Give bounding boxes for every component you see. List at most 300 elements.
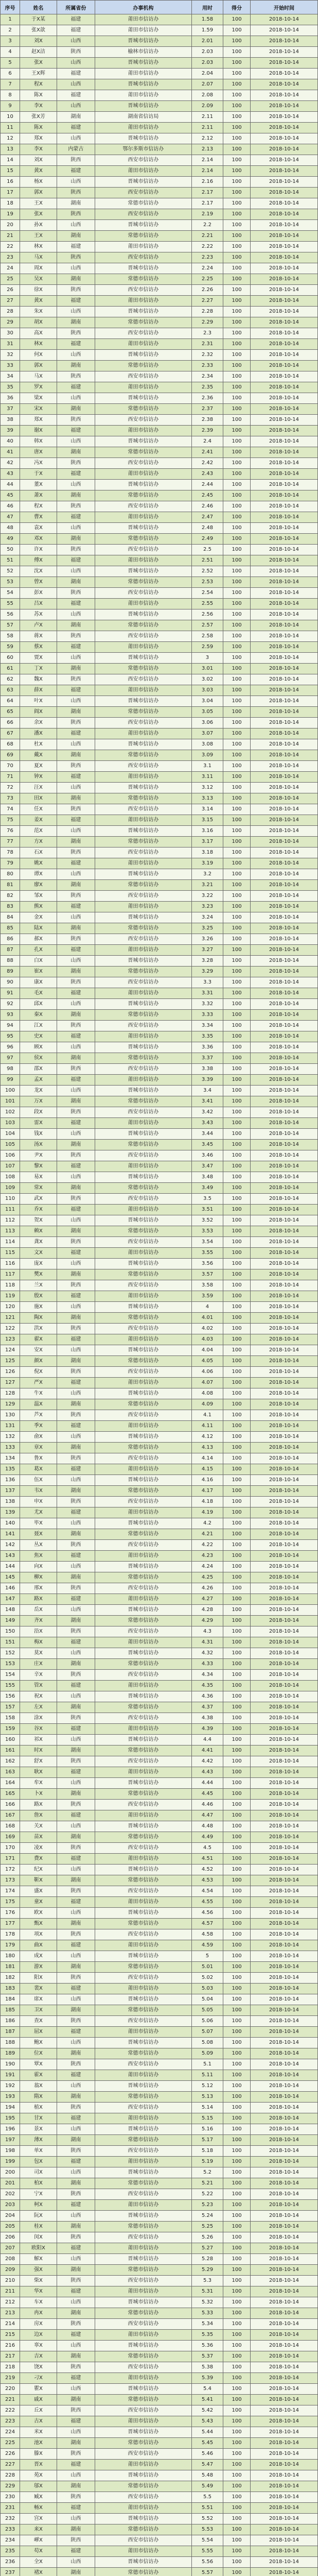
- table-row: [1, 1973, 318, 1984]
- cell-time: 4.45: [191, 1789, 223, 1800]
- cell-name: 姜X: [20, 815, 57, 826]
- cell-province: 湖南: [57, 1356, 95, 1367]
- table-row: [1, 750, 318, 761]
- cell-province: 山西: [57, 1821, 95, 1832]
- cell-index: 46: [1, 501, 20, 512]
- cell-score: 100: [223, 2265, 251, 2276]
- cell-index: 144: [1, 1562, 20, 1572]
- cell-agency: 晋城市信访办: [95, 1129, 191, 1140]
- cell-index: 234: [1, 2535, 20, 2546]
- cell-province: 山西: [57, 956, 95, 967]
- cell-name: 古X: [20, 2416, 57, 2427]
- cell-time: 4.23: [191, 1551, 223, 1562]
- cell-agency: 晋城市信访办: [95, 1475, 191, 1486]
- table-row: [1, 1562, 318, 1572]
- table-row: [1, 2362, 318, 2373]
- cell-province: 福建: [57, 166, 95, 177]
- cell-name: 位X: [20, 2048, 57, 2059]
- cell-score: 100: [223, 934, 251, 945]
- cell-score: 100: [223, 2254, 251, 2265]
- cell-start: 2018-10-14: [250, 848, 317, 858]
- cell-start: 2018-10-14: [250, 123, 317, 133]
- cell-time: 2.28: [191, 307, 223, 317]
- cell-agency: 常德市信访办: [95, 793, 191, 804]
- cell-province: 山西: [57, 177, 95, 188]
- cell-time: 3: [191, 653, 223, 664]
- cell-start: 2018-10-14: [250, 1194, 317, 1205]
- cell-score: 100: [223, 1453, 251, 1464]
- cell-index: 133: [1, 1443, 20, 1453]
- cell-start: 2018-10-14: [250, 1919, 317, 1929]
- cell-time: 2.51: [191, 555, 223, 566]
- cell-index: 120: [1, 1302, 20, 1313]
- cell-name: 罗X: [20, 382, 57, 393]
- cell-index: 192: [1, 2081, 20, 2092]
- cell-time: 4.25: [191, 1572, 223, 1583]
- cell-start: 2018-10-14: [250, 447, 317, 458]
- table-row: [1, 967, 318, 977]
- cell-province: 湖南: [57, 1616, 95, 1626]
- table-row: [1, 166, 318, 177]
- cell-index: 86: [1, 934, 20, 945]
- table-row: [1, 1064, 318, 1075]
- cell-province: 湖南: [57, 2092, 95, 2103]
- cell-score: 100: [223, 1443, 251, 1453]
- cell-agency: 晋城市信访办: [95, 2341, 191, 2351]
- cell-agency: 西安市信访办: [95, 155, 191, 166]
- cell-name: 闵X: [20, 2232, 57, 2243]
- cell-agency: 湖南省信访局: [95, 112, 191, 123]
- cell-province: 湖南: [57, 2048, 95, 2059]
- cell-time: 3.44: [191, 1129, 223, 1140]
- cell-time: 2.43: [191, 469, 223, 480]
- cell-index: 21: [1, 231, 20, 242]
- cell-province: 福建: [57, 1118, 95, 1129]
- cell-score: 100: [223, 393, 251, 404]
- cell-start: 2018-10-14: [250, 653, 317, 664]
- cell-score: 100: [223, 2524, 251, 2535]
- table-row: [1, 1713, 318, 1724]
- cell-index: 4: [1, 47, 20, 58]
- cell-name: 景X: [20, 2124, 57, 2135]
- cell-time: 3.49: [191, 1183, 223, 1194]
- cell-index: 14: [1, 155, 20, 166]
- table-row: [1, 1486, 318, 1497]
- cell-start: 2018-10-14: [250, 2059, 317, 2070]
- table-row: [1, 772, 318, 783]
- cell-province: 山西: [57, 1735, 95, 1745]
- cell-index: 158: [1, 1713, 20, 1724]
- cell-index: 103: [1, 1118, 20, 1129]
- table-row: [1, 1302, 318, 1313]
- cell-index: 18: [1, 198, 20, 209]
- cell-index: 181: [1, 1962, 20, 1973]
- cell-name: 徐X: [20, 285, 57, 296]
- cell-start: 2018-10-14: [250, 2027, 317, 2038]
- table-row: [1, 2146, 318, 2157]
- cell-score: 100: [223, 2546, 251, 2557]
- cell-time: 3.12: [191, 783, 223, 793]
- cell-time: 5.31: [191, 2286, 223, 2297]
- cell-score: 100: [223, 545, 251, 555]
- cell-province: 福建: [57, 1031, 95, 1042]
- cell-province: 湖南: [57, 404, 95, 415]
- cell-time: 2.29: [191, 317, 223, 328]
- cell-start: 2018-10-14: [250, 2243, 317, 2254]
- cell-time: 2.34: [191, 371, 223, 382]
- cell-agency: 常德市信访办: [95, 2135, 191, 2146]
- cell-province: 山西: [57, 436, 95, 447]
- cell-start: 2018-10-14: [250, 1161, 317, 1172]
- cell-start: 2018-10-14: [250, 296, 317, 307]
- cell-score: 100: [223, 79, 251, 90]
- cell-agency: 晋城市信访办: [95, 1778, 191, 1789]
- cell-score: 100: [223, 653, 251, 664]
- cell-score: 100: [223, 837, 251, 848]
- cell-agency: 晋城市信访办: [95, 826, 191, 837]
- table-row: [1, 1248, 318, 1259]
- table-row: [1, 2438, 318, 2449]
- cell-index: 73: [1, 793, 20, 804]
- cell-time: 4.01: [191, 1313, 223, 1324]
- cell-score: 100: [223, 1129, 251, 1140]
- cell-index: 61: [1, 664, 20, 674]
- cell-index: 74: [1, 804, 20, 815]
- cell-agency: 西安市信访办: [95, 188, 191, 198]
- cell-start: 2018-10-14: [250, 2319, 317, 2330]
- cell-index: 233: [1, 2524, 20, 2535]
- cell-index: 53: [1, 577, 20, 588]
- cell-agency: 莆田市信访办: [95, 25, 191, 36]
- cell-name: 辛X: [20, 1670, 57, 1681]
- cell-name: 晋X: [20, 2460, 57, 2470]
- cell-score: 100: [223, 1767, 251, 1778]
- table-row: [1, 188, 318, 198]
- cell-time: 4.27: [191, 1594, 223, 1605]
- cell-score: 100: [223, 371, 251, 382]
- cell-index: 56: [1, 609, 20, 620]
- cell-name: 萧X: [20, 490, 57, 501]
- cell-province: 湖南: [57, 2438, 95, 2449]
- table-row: [1, 2557, 318, 2568]
- cell-index: 236: [1, 2557, 20, 2568]
- cell-index: 30: [1, 328, 20, 339]
- table-row: [1, 1767, 318, 1778]
- cell-name: 欧阳X: [20, 2243, 57, 2254]
- table-row: [1, 674, 318, 685]
- cell-start: 2018-10-14: [250, 2492, 317, 2503]
- table-row: [1, 1832, 318, 1843]
- cell-province: 福建: [57, 988, 95, 999]
- cell-time: 3.34: [191, 1021, 223, 1031]
- cell-score: 100: [223, 1064, 251, 1075]
- cell-index: 35: [1, 382, 20, 393]
- cell-score: 100: [223, 1161, 251, 1172]
- cell-index: 218: [1, 2362, 20, 2373]
- cell-time: 5.01: [191, 1962, 223, 1973]
- cell-name: 吴X: [20, 274, 57, 285]
- cell-time: 2.59: [191, 642, 223, 653]
- cell-index: 160: [1, 1735, 20, 1745]
- cell-time: 2.37: [191, 404, 223, 415]
- table-row: [1, 1778, 318, 1789]
- cell-score: 100: [223, 220, 251, 231]
- cell-name: 芦X: [20, 1410, 57, 1421]
- cell-start: 2018-10-14: [250, 2286, 317, 2297]
- cell-agency: 常德市信访办: [95, 2524, 191, 2535]
- cell-score: 100: [223, 2503, 251, 2514]
- cell-name: 来X: [20, 2524, 57, 2535]
- cell-name: 韦X: [20, 1486, 57, 1497]
- cell-start: 2018-10-14: [250, 231, 317, 242]
- cell-agency: 西安市信访办: [95, 2535, 191, 2546]
- cell-score: 100: [223, 1140, 251, 1150]
- cell-time: 4.38: [191, 1713, 223, 1724]
- table-row: [1, 1919, 318, 1929]
- cell-start: 2018-10-14: [250, 1973, 317, 1984]
- cell-agency: 常德市信访办: [95, 577, 191, 588]
- cell-name: 杨X: [20, 177, 57, 188]
- cell-score: 100: [223, 1053, 251, 1064]
- cell-agency: 西安市信访办: [95, 1410, 191, 1421]
- cell-agency: 晋城市信访办: [95, 1865, 191, 1875]
- table-row: [1, 1854, 318, 1865]
- cell-name: 顾X: [20, 1042, 57, 1053]
- table-row: [1, 2059, 318, 2070]
- cell-start: 2018-10-14: [250, 1183, 317, 1194]
- cell-index: 215: [1, 2330, 20, 2341]
- table-row: [1, 956, 318, 967]
- cell-start: 2018-10-14: [250, 2113, 317, 2124]
- cell-time: 3.25: [191, 923, 223, 934]
- cell-score: 100: [223, 902, 251, 912]
- cell-score: 100: [223, 480, 251, 490]
- cell-time: 4.22: [191, 1540, 223, 1551]
- cell-province: 山西: [57, 263, 95, 274]
- cell-time: 3.55: [191, 1248, 223, 1259]
- cell-start: 2018-10-14: [250, 252, 317, 263]
- cell-agency: 晋城市信访办: [95, 1215, 191, 1226]
- cell-start: 2018-10-14: [250, 1086, 317, 1096]
- cell-name: 邢X: [20, 1583, 57, 1594]
- cell-province: 山西: [57, 999, 95, 1010]
- table-row: [1, 620, 318, 631]
- cell-index: 136: [1, 1475, 20, 1486]
- cell-time: 5.57: [191, 2568, 223, 2576]
- cell-province: 福建: [57, 426, 95, 436]
- cell-score: 100: [223, 2027, 251, 2038]
- cell-start: 2018-10-14: [250, 1518, 317, 1529]
- cell-time: 3.56: [191, 1259, 223, 1269]
- table-row: [1, 2351, 318, 2362]
- cell-index: 54: [1, 588, 20, 599]
- cell-time: 2.25: [191, 274, 223, 285]
- cell-province: 福建: [57, 858, 95, 869]
- cell-score: 100: [223, 188, 251, 198]
- cell-start: 2018-10-14: [250, 2514, 317, 2524]
- cell-score: 100: [223, 2395, 251, 2405]
- table-row: [1, 1735, 318, 1745]
- cell-name: 鲍X: [20, 2038, 57, 2048]
- table-row: [1, 1875, 318, 1886]
- cell-province: 山西: [57, 1562, 95, 1572]
- cell-province: 湖南: [57, 2308, 95, 2319]
- cell-agency: 西安市信访办: [95, 1324, 191, 1334]
- cell-time: 3.28: [191, 956, 223, 967]
- cell-name: 翟X: [20, 1334, 57, 1345]
- cell-agency: 西安市信访办: [95, 1843, 191, 1854]
- cell-index: 27: [1, 296, 20, 307]
- cell-index: 49: [1, 534, 20, 545]
- cell-name: 申X: [20, 1497, 57, 1507]
- cell-score: 100: [223, 2568, 251, 2576]
- cell-index: 68: [1, 739, 20, 750]
- cell-name: 秦X: [20, 1010, 57, 1021]
- cell-start: 2018-10-14: [250, 566, 317, 577]
- cell-agency: 常德市信访办: [95, 2568, 191, 2576]
- cell-start: 2018-10-14: [250, 2254, 317, 2265]
- table-row: [1, 2211, 318, 2222]
- cell-index: 207: [1, 2243, 20, 2254]
- cell-time: 3.15: [191, 815, 223, 826]
- cell-province: 福建: [57, 242, 95, 252]
- cell-time: 5.49: [191, 2481, 223, 2492]
- cell-time: 2.4: [191, 436, 223, 447]
- cell-name: 石X: [20, 848, 57, 858]
- cell-agency: 常德市信访办: [95, 1140, 191, 1150]
- cell-time: 4.39: [191, 1724, 223, 1735]
- cell-time: 5.52: [191, 2514, 223, 2524]
- cell-index: 174: [1, 1886, 20, 1897]
- cell-index: 222: [1, 2405, 20, 2416]
- cell-score: 100: [223, 793, 251, 804]
- cell-score: 100: [223, 1367, 251, 1378]
- cell-name: 成X: [20, 1951, 57, 1962]
- cell-name: 龚X: [20, 1237, 57, 1248]
- cell-score: 100: [223, 1637, 251, 1648]
- cell-time: 3.57: [191, 1269, 223, 1280]
- cell-agency: 晋城市信访办: [95, 783, 191, 793]
- cell-score: 100: [223, 620, 251, 631]
- cell-province: 福建: [57, 728, 95, 739]
- cell-time: 3.06: [191, 718, 223, 728]
- cell-index: 146: [1, 1583, 20, 1594]
- cell-agency: 莆田市信访办: [95, 2503, 191, 2514]
- cell-score: 100: [223, 1832, 251, 1843]
- cell-agency: 莆田市信访办: [95, 242, 191, 252]
- cell-index: 230: [1, 2492, 20, 2503]
- cell-start: 2018-10-14: [250, 945, 317, 956]
- cell-agency: 晋城市信访办: [95, 36, 191, 47]
- cell-time: 2.03: [191, 47, 223, 58]
- cell-score: 100: [223, 2048, 251, 2059]
- cell-score: 100: [223, 90, 251, 101]
- cell-score: 100: [223, 307, 251, 317]
- cell-start: 2018-10-14: [250, 588, 317, 599]
- cell-time: 5.09: [191, 2048, 223, 2059]
- cell-agency: 西安市信访办: [95, 2016, 191, 2027]
- cell-score: 100: [223, 2405, 251, 2416]
- cell-start: 2018-10-14: [250, 1475, 317, 1486]
- cell-time: 2.04: [191, 69, 223, 79]
- cell-province: 湖南: [57, 967, 95, 977]
- cell-time: 3.42: [191, 1107, 223, 1118]
- cell-name: 常X: [20, 1183, 57, 1194]
- cell-score: 100: [223, 923, 251, 934]
- cell-score: 100: [223, 2092, 251, 2103]
- cell-province: 湖南: [57, 447, 95, 458]
- table-row: [1, 339, 318, 350]
- cell-score: 100: [223, 696, 251, 707]
- cell-start: 2018-10-14: [250, 1280, 317, 1291]
- cell-agency: 莆田市信访办: [95, 1378, 191, 1388]
- cell-time: 4.54: [191, 1886, 223, 1897]
- cell-time: 2.03: [191, 58, 223, 69]
- cell-province: 陕西: [57, 252, 95, 263]
- cell-name: 葛X: [20, 1464, 57, 1475]
- cell-score: 100: [223, 804, 251, 815]
- cell-province: 陕西: [57, 1107, 95, 1118]
- cell-time: 4.08: [191, 1388, 223, 1399]
- cell-score: 100: [223, 642, 251, 653]
- cell-name: 熊X: [20, 902, 57, 912]
- cell-start: 2018-10-14: [250, 188, 317, 198]
- cell-province: 福建: [57, 1897, 95, 1908]
- cell-name: 涂X: [20, 1713, 57, 1724]
- cell-name: 夏X: [20, 761, 57, 772]
- cell-time: 4.43: [191, 1767, 223, 1778]
- cell-time: 4.51: [191, 1854, 223, 1865]
- cell-score: 100: [223, 177, 251, 188]
- cell-agency: 常德市信访办: [95, 1356, 191, 1367]
- cell-province: 湖南: [57, 490, 95, 501]
- cell-province: 湖南: [57, 1572, 95, 1583]
- cell-agency: 常德市信访办: [95, 1010, 191, 1021]
- cell-time: 4.47: [191, 1810, 223, 1821]
- cell-start: 2018-10-14: [250, 1453, 317, 1464]
- cell-score: 100: [223, 1951, 251, 1962]
- table-row: [1, 2070, 318, 2081]
- cell-time: 2.17: [191, 198, 223, 209]
- cell-start: 2018-10-14: [250, 815, 317, 826]
- cell-agency: 常德市信访办: [95, 923, 191, 934]
- cell-time: 5.06: [191, 2016, 223, 2027]
- cell-start: 2018-10-14: [250, 1356, 317, 1367]
- table-row: [1, 2254, 318, 2265]
- cell-agency: 莆田市信访办: [95, 988, 191, 999]
- cell-time: 5.51: [191, 2503, 223, 2514]
- cell-score: 100: [223, 1399, 251, 1410]
- cell-time: 1.58: [191, 14, 223, 25]
- cell-start: 2018-10-14: [250, 1648, 317, 1659]
- cell-start: 2018-10-14: [250, 523, 317, 534]
- table-row: [1, 252, 318, 263]
- cell-name: 安X: [20, 1345, 57, 1356]
- cell-name: 焦X: [20, 1551, 57, 1562]
- cell-province: 山西: [57, 133, 95, 144]
- cell-time: 2.12: [191, 133, 223, 144]
- table-row: [1, 1399, 318, 1410]
- cell-score: 100: [223, 458, 251, 469]
- cell-time: 2.48: [191, 523, 223, 534]
- cell-province: 湖南: [57, 2395, 95, 2405]
- cell-index: 162: [1, 1756, 20, 1767]
- cell-index: 101: [1, 1096, 20, 1107]
- cell-start: 2018-10-14: [250, 642, 317, 653]
- cell-name: 费X: [20, 1854, 57, 1865]
- table-row: [1, 783, 318, 793]
- cell-start: 2018-10-14: [250, 112, 317, 123]
